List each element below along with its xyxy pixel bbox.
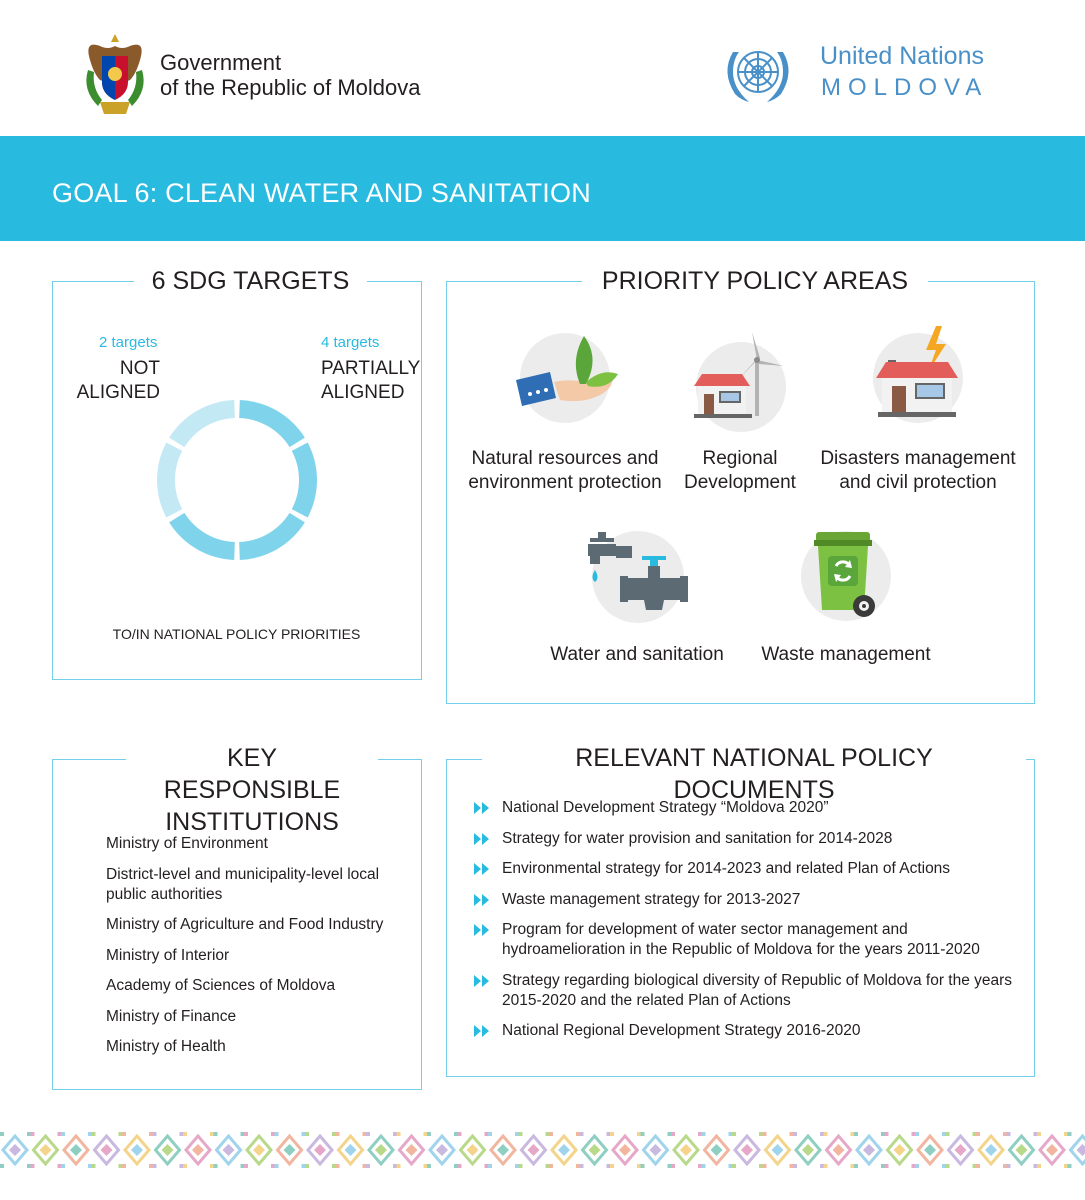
pattern-motif bbox=[183, 1132, 214, 1168]
donut-segment-partially-aligned bbox=[239, 513, 305, 560]
un-title: United Nations bbox=[820, 42, 984, 70]
document-item bbox=[474, 798, 1014, 818]
area-regional-development-line2: Development bbox=[684, 472, 796, 493]
pattern-motif bbox=[763, 1132, 794, 1168]
pattern-motif bbox=[458, 1132, 489, 1168]
donut-segment-partially-aligned bbox=[239, 400, 305, 447]
institution-item: Ministry of Agriculture and Food Industry bbox=[106, 916, 384, 933]
institution-item: Ministry of Health bbox=[106, 1038, 226, 1055]
pattern-motif bbox=[915, 1132, 946, 1168]
pattern-motif bbox=[61, 1132, 92, 1168]
institutions-list bbox=[106, 834, 406, 1068]
recycle-bin-icon bbox=[812, 530, 882, 618]
pattern-motif bbox=[244, 1132, 275, 1168]
water-tap-icon bbox=[586, 530, 690, 614]
pattern-motif bbox=[671, 1132, 702, 1168]
pattern-motif bbox=[732, 1132, 763, 1168]
institution-item: Ministry of Finance bbox=[106, 1007, 237, 1025]
document-item-text: National Development Strategy “Moldova 2020” bbox=[502, 799, 829, 816]
not-aligned-label bbox=[60, 357, 160, 405]
pattern-motif bbox=[1007, 1132, 1038, 1168]
targets-donut-chart bbox=[155, 398, 319, 562]
document-item bbox=[474, 859, 1014, 879]
priority-areas-title: PRIORITY POLICY AREAS bbox=[582, 265, 928, 297]
government-name-line2: of the Republic of Moldova bbox=[160, 75, 421, 100]
pattern-motif bbox=[885, 1132, 916, 1168]
un-subtitle: MOLDOVA bbox=[821, 74, 989, 101]
plant-hand-icon bbox=[514, 330, 618, 410]
pattern-motif bbox=[1068, 1132, 1085, 1168]
area-waste-management-line1: Waste management bbox=[761, 644, 931, 665]
policy-priorities-note: TO/IN NATIONAL POLICY PRIORITIES bbox=[112, 626, 361, 642]
area-regional-development bbox=[674, 447, 806, 495]
double-chevron-right-icon bbox=[474, 833, 490, 845]
document-item bbox=[474, 890, 1014, 910]
sdg-targets-title: 6 SDG TARGETS bbox=[134, 265, 367, 297]
institution-item: District-level and municipality-level local public authorities bbox=[106, 865, 380, 903]
pattern-motif bbox=[427, 1132, 458, 1168]
institution-item: Ministry of Environment bbox=[106, 835, 268, 852]
pattern-motif bbox=[92, 1132, 123, 1168]
partially-aligned-count: 4 targets bbox=[321, 334, 380, 351]
document-item bbox=[474, 920, 1014, 960]
document-item bbox=[474, 829, 1014, 849]
not-aligned-label-line1: NOT bbox=[119, 358, 160, 379]
document-item-text: Strategy regarding biological diversity of Republic of Moldova for the years 2015-2020 and the related Plan of Actions bbox=[502, 971, 1013, 1009]
pattern-motif bbox=[31, 1132, 62, 1168]
un-emblem-icon bbox=[717, 38, 799, 108]
partially-aligned-label-line1: PARTIALLY bbox=[321, 358, 421, 379]
donut-segment-not-aligned bbox=[169, 400, 235, 447]
folk-pattern-border bbox=[0, 1128, 1085, 1172]
document-item-text: Strategy for water provision and sanitation for 2014-2028 bbox=[502, 829, 893, 847]
donut-segment-not-aligned bbox=[157, 442, 182, 517]
document-item-text: Environmental strategy for 2014-2023 and related Plan of Actions bbox=[502, 860, 951, 877]
institutions-title-line2: INSTITUTIONS bbox=[165, 808, 339, 836]
area-natural-resources bbox=[456, 447, 674, 495]
area-disasters-management-line1: Disasters management bbox=[820, 448, 1016, 469]
institutions-title-line1: KEY RESPONSIBLE bbox=[163, 744, 341, 804]
institutions-title bbox=[126, 742, 378, 838]
moldova-coat-of-arms-icon bbox=[80, 30, 150, 118]
document-item bbox=[474, 971, 1014, 1011]
double-chevron-right-icon bbox=[474, 863, 490, 875]
double-chevron-right-icon bbox=[474, 1025, 490, 1037]
donut-segment-partially-aligned bbox=[169, 513, 235, 560]
pattern-motif bbox=[1037, 1132, 1068, 1168]
pattern-motif bbox=[0, 1132, 31, 1168]
area-waste-management bbox=[750, 643, 942, 667]
donut-segment-partially-aligned bbox=[292, 442, 317, 517]
pattern-motif bbox=[153, 1132, 184, 1168]
area-water-sanitation bbox=[538, 643, 736, 667]
government-name bbox=[160, 50, 421, 100]
pattern-motif bbox=[702, 1132, 733, 1168]
area-disasters-management bbox=[812, 447, 1024, 495]
house-lightning-icon bbox=[876, 324, 962, 420]
double-chevron-right-icon bbox=[474, 975, 490, 987]
pattern-motif bbox=[519, 1132, 550, 1168]
pattern-motif bbox=[366, 1132, 397, 1168]
institution-item: Ministry of Interior bbox=[106, 946, 230, 964]
house-windmill-icon bbox=[694, 330, 790, 420]
partially-aligned-label bbox=[321, 357, 420, 405]
pattern-motif bbox=[976, 1132, 1007, 1168]
area-regional-development-line1: Regional bbox=[702, 448, 778, 469]
pattern-motif bbox=[580, 1132, 611, 1168]
document-item-text: Waste management strategy for 2013-2027 bbox=[502, 890, 801, 908]
institution-item: Academy of Sciences of Moldova bbox=[106, 977, 336, 994]
pattern-motif bbox=[122, 1132, 153, 1168]
goal-title: GOAL 6: CLEAN WATER AND SANITATION bbox=[52, 178, 591, 208]
double-chevron-right-icon bbox=[474, 894, 490, 906]
area-natural-resources-line1: Natural resources and bbox=[471, 448, 659, 469]
pattern-motif bbox=[214, 1132, 245, 1168]
pattern-motif bbox=[275, 1132, 306, 1168]
pattern-motif bbox=[793, 1132, 824, 1168]
document-item-text: National Regional Development Strategy 2016-2020 bbox=[502, 1022, 861, 1039]
area-water-sanitation-line1: Water and sanitation bbox=[550, 644, 724, 665]
double-chevron-right-icon bbox=[474, 802, 490, 814]
pattern-motif bbox=[305, 1132, 336, 1168]
documents-list bbox=[474, 798, 1014, 1052]
pattern-motif bbox=[824, 1132, 855, 1168]
partially-aligned-label-line2: ALIGNED bbox=[321, 382, 405, 403]
document-item bbox=[474, 1021, 1014, 1041]
document-item-text: Program for development of water sector management and hydroamelioration in the Republic of Moldova for the years 2011-2020 bbox=[502, 921, 980, 958]
pattern-motif bbox=[610, 1132, 641, 1168]
pattern-motif bbox=[549, 1132, 580, 1168]
pattern-motif bbox=[641, 1132, 672, 1168]
government-name-line1: Government bbox=[160, 50, 282, 75]
documents-title: RELEVANT NATIONAL POLICY DOCUMENTS bbox=[482, 742, 1026, 806]
pattern-motif bbox=[946, 1132, 977, 1168]
double-chevron-right-icon bbox=[474, 924, 490, 936]
pattern-motif bbox=[488, 1132, 519, 1168]
pattern-motif bbox=[336, 1132, 367, 1168]
not-aligned-label-line2: ALIGNED bbox=[76, 382, 160, 403]
pattern-motif bbox=[397, 1132, 428, 1168]
pattern-motif bbox=[854, 1132, 885, 1168]
not-aligned-count: 2 targets bbox=[99, 334, 158, 351]
area-disasters-management-line2: and civil protection bbox=[839, 472, 997, 493]
area-natural-resources-line2: environment protection bbox=[468, 472, 662, 493]
